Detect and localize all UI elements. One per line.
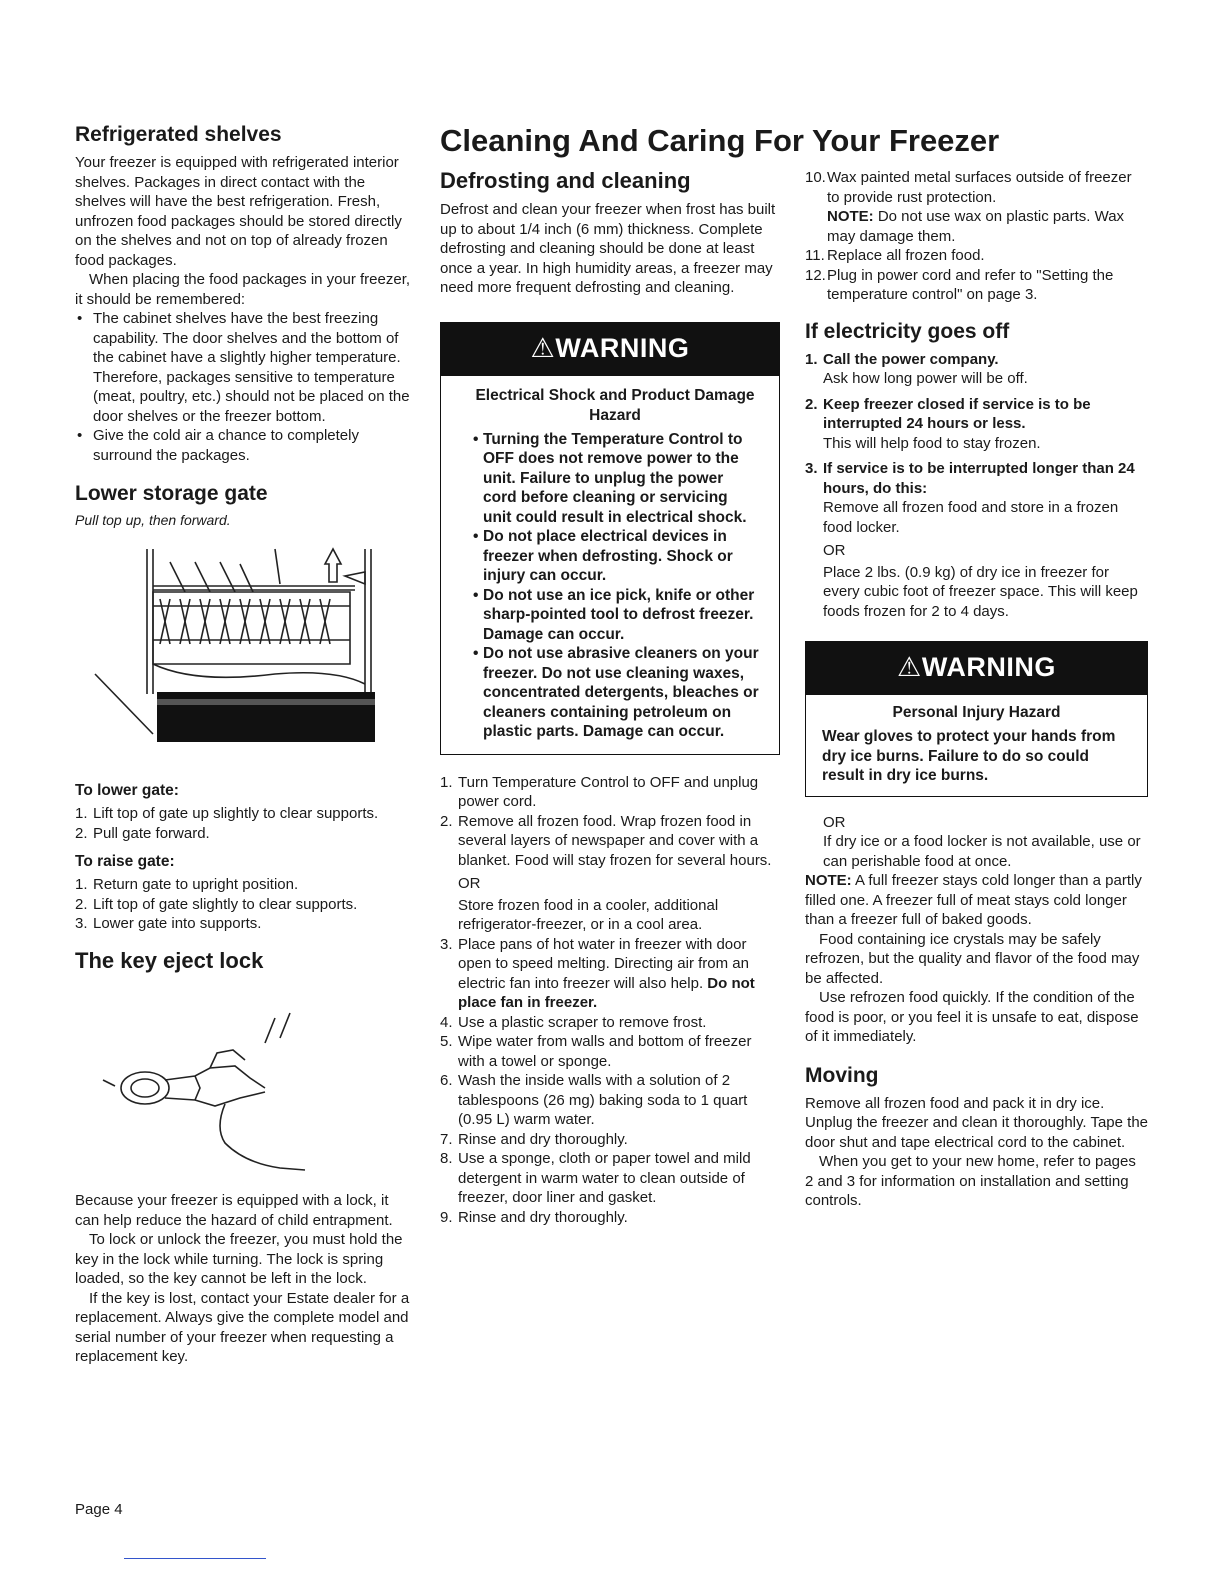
warning-text: Wear gloves to protect your hands from dry ice burns. Failure to do so could result in dry ice burns. (822, 728, 1116, 785)
list-item: 2. Pull gate forward. (75, 824, 210, 842)
refreeze-para: Food containing ice crystals may be safely refrozen, but the quality and flavor of the food may be affected. (805, 930, 1140, 987)
lower-storage-gate-heading: Lower storage gate (75, 482, 268, 506)
key-lock-illustration (75, 988, 315, 1178)
warning-header: ⚠WARNING (806, 642, 1147, 695)
key-lock-para-3: If the key is lost, contact your Estate dealer for a replacement. Always give the complete model and serial number of your freezer when requesting a replacement key. (75, 1289, 410, 1366)
list-item: • Do not use an ice pick, knife or other sharp-pointed tool to defrost freezer. Damage can occur. (471, 586, 759, 645)
dry-ice-alt: If dry ice or a food locker is not available, use or can perishable food at once. (823, 833, 1141, 870)
list-item: 1. Lift top of gate up slightly to clear supports. (75, 805, 379, 823)
warning-title: Electrical Shock and Product Damage Hazard (475, 386, 755, 424)
lower-gate-steps (75, 804, 415, 843)
list-item: • Do not use abrasive cleaners on your freezer. Do not use cleaning waxes, concentrated detergents, bleaches or cleaners containing petroleum on plastic parts. Damage can occur. (471, 644, 759, 742)
list-item: 1. Return gate to upright position. (75, 876, 299, 894)
refrigerated-para-2: When placing the food packages in your freezer, it should be remembered: (75, 271, 411, 308)
list-item: 2. Lift top of gate slightly to clear supports. (75, 895, 358, 913)
refrozen-use-para: Use refrozen food quickly. If the condition of the food is poor, or you feel it is unsafe to eat, dispose of it immediately. (805, 989, 1139, 1046)
raise-gate-steps (75, 875, 415, 934)
refrigerated-shelves-heading: Refrigerated shelves (75, 123, 282, 146)
warning-box-electrical (440, 322, 780, 755)
left-column (75, 122, 415, 1367)
refrigerated-para-1: Your freezer is equipped with refrigerated interior shelves. Packages in direct contact with the shelves will have the best refrigeration. Fresh, unfrozen food packages should be stored directly on the shelves and not on top of already frozen food packages. (75, 154, 402, 269)
list-item: 10. Wax painted metal surfaces outside of freezer to provide rust protection. NOTE: Do not use wax on plastic parts. Wax may damage them. (805, 169, 1132, 245)
list-item: • Do not place electrical devices in freezer when defrosting. Shock or injury can occur. (471, 527, 759, 586)
list-item: 2. Keep freezer closed if service is to be interrupted 24 hours or less. This will help food to stay frozen. (805, 395, 1091, 452)
or-label: OR (823, 813, 846, 831)
power-steps (805, 350, 1148, 622)
key-lock-para-2: To lock or unlock the freezer, you must hold the key in the lock while turning. The lock is spring loaded, so the key cannot be left in the lock. (75, 1231, 403, 1288)
list-item: • Give the cold air a chance to completely surround the packages. (75, 426, 415, 465)
list-item: 3. If service is to be interrupted longer than 24 hours, do this: Remove all frozen food and store in a frozen food locker. OR Place 2 lbs. (0.9 kg) of dry ice in freezer for every cubic foot of freezer space. This will keep foods frozen for 2 to 4 days. (805, 460, 1138, 620)
gate-caption: Pull top up, then forward. (75, 512, 231, 529)
list-item: 9. Rinse and dry thoroughly. (440, 1208, 628, 1226)
list-item: 12. Plug in power cord and refer to "Setting the temperature control" on page 3. (805, 266, 1114, 303)
list-item: 3. Place pans of hot water in freezer with door open to speed melting. Directing air from an electric fan into freezer will also help. Do not place fan in freezer. (440, 935, 755, 1012)
warning-header: ⚠WARNING (441, 323, 779, 376)
moving-para-2: When you get to your new home, refer to pages 2 and 3 for information on installation and setting controls. (805, 1153, 1136, 1210)
defrosting-intro: Defrost and clean your freezer when frost has built up to about 1/4 inch (6 mm) thickness. Complete defrosting and cleaning should be done at least once a year. In high humidity areas, a freezer may need more frequent defrosting and cleaning. (440, 201, 776, 297)
warning-triangle-icon: ⚠ (530, 332, 556, 363)
list-item: 3. Lower gate into supports. (75, 915, 262, 933)
right-column (805, 168, 1148, 1211)
warning-triangle-icon: ⚠ (897, 652, 922, 683)
to-lower-gate-heading: To lower gate: (75, 782, 179, 800)
electricity-heading: If electricity goes off (805, 319, 1010, 343)
list-item: • The cabinet shelves have the best freezing capability. The door shelves and the bottom of the cabinet have a slightly higher temperature. Therefore, packages sensitive to temperature (meat, poultry, etc.) should not be placed on the door shelves or the freezer bottom. (75, 309, 415, 426)
moving-para-1: Remove all frozen food and pack it in dry ice. Unplug the freezer and clean it thoroughly. Tape the door shut and tape electrical cord to the cabinet. (805, 1094, 1149, 1151)
defrost-steps-continued (805, 168, 1148, 305)
middle-column (440, 168, 780, 1227)
key-lock-para-1: Because your freezer is equipped with a lock, it can help reduce the hazard of child entrapment. (75, 1192, 393, 1229)
list-item: 1. Call the power company. Ask how long power will be off. (805, 350, 1028, 388)
list-item: 5. Wipe water from walls and bottom of freezer with a towel or sponge. (440, 1033, 752, 1070)
full-freezer-note: NOTE: A full freezer stays cold longer than a partly filled one. A freezer full of meat stays cold longer than a freezer full of baked goods. (805, 872, 1142, 929)
list-item: 8. Use a sponge, cloth or paper towel and mild detergent in warm water to clean outside of freezer, door liner and gasket. (440, 1150, 751, 1207)
to-raise-gate-heading: To raise gate: (75, 853, 175, 871)
moving-heading: Moving (805, 1063, 879, 1087)
warning-box-dry-ice (805, 641, 1148, 797)
list-item: 7. Rinse and dry thoroughly. (440, 1130, 628, 1148)
list-item: 1. Turn Temperature Control to OFF and unplug power cord. (440, 773, 759, 811)
list-item: 6. Wash the inside walls with a solution of 2 tablespoons (26 mg) baking soda to 1 quart (0.95 L) warm water. (440, 1072, 748, 1129)
defrost-steps (440, 773, 780, 1228)
list-item: 2. Remove all frozen food. Wrap frozen food in several layers of newspaper and cover with a blanket. Food will stay frozen for several hours. OR Store frozen food in a cooler, additional refrigerator-freezer, or in a cool area. (440, 812, 772, 934)
storage-gate-illustration (75, 544, 375, 759)
list-item: 4. Use a plastic scraper to remove frost. (440, 1013, 707, 1031)
refrigerated-bullets (75, 309, 415, 465)
warning-list (471, 430, 759, 742)
page-title: Cleaning And Caring For Your Freezer (440, 123, 1000, 158)
list-item: 11. Replace all frozen food. (805, 247, 985, 264)
footer-rule (124, 1558, 266, 1559)
key-eject-lock-heading: The key eject lock (75, 947, 264, 973)
warning-title: Personal Injury Hazard (892, 704, 1061, 722)
page-number: Page 4 (75, 1501, 123, 1518)
list-item: • Turning the Temperature Control to OFF does not remove power to the unit. Failure to unplug the power cord before cleaning or servicing unit could result in electrical shock. (471, 430, 759, 528)
defrosting-heading: Defrosting and cleaning (440, 168, 691, 193)
